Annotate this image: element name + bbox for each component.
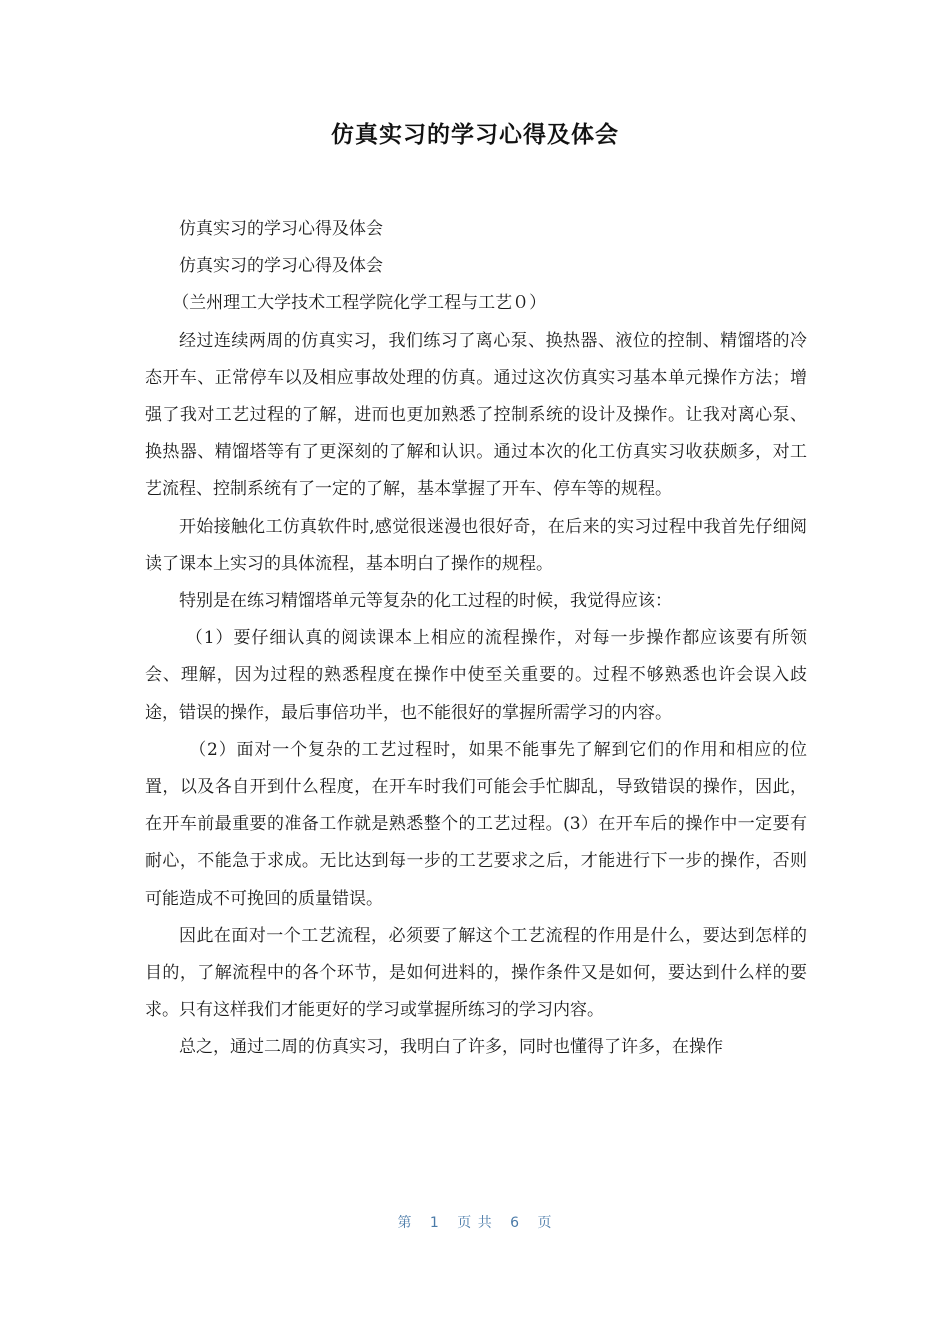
paragraph-point-1: （1）要仔细认真的阅读课本上相应的流程操作，对每一步操作都应该要有所领会、理解，因为过程的熟悉程度在操作中使至关重要的。过程不够熟悉也许会误入歧途，错误的操作，最后事倍功半，也不能很好的掌握所需学习的内容。: [145, 628, 807, 723]
paragraph-conclusion: 总之，通过二周的仿真实习，我明白了许多，同时也懂得了许多，在操作: [179, 1037, 723, 1058]
paragraph-distillation: 特别是在练习精馏塔单元等复杂的化工过程的时候，我觉得应该：: [179, 591, 672, 612]
footer-current-page: 1: [429, 1215, 440, 1231]
paragraph-therefore: 因此在面对一个工艺流程，必须要了解这个工艺流程的作用是什么，要达到怎样的目的，了解流程中的各个环节，是如何进料的，操作条件又是如何，要达到什么样的要求。只有这样我们才能更好的学习或掌握所练习的学习内容。: [145, 925, 807, 1021]
page-footer: [0, 1212, 950, 1232]
paragraph-software: 开始接触化工仿真软件时,感觉很迷漫也很好奇，在后来的实习过程中我首先仔细阅读了课本上实习的具体流程，基本明白了操作的规程。: [145, 516, 807, 574]
paragraph-point-2: （2）面对一个复杂的工艺过程时，如果不能事先了解到它们的作用和相应的位置，以及各自开到什么程度，在开车时我们可能会手忙脚乱，导致错误的操作，因此，在开车前最重要的准备工作就是熟悉整个的工艺过程。(3）在开车后的操作中一定要有耐心，不能急于求成。无比达到每一步的工艺要求之后，才能进行下一步的操作，否则可能造成不可挽回的质量错误。: [145, 739, 807, 909]
document-title: 仿真实习的学习心得及体会: [331, 122, 619, 148]
paragraph-subtitle-1: 仿真实习的学习心得及体会: [179, 219, 383, 239]
footer-label-unit: 页: [537, 1215, 553, 1231]
paragraph-intro: 经过连续两周的仿真实习，我们练习了离心泵、换热器、液位的控制、精馏塔的冷态开车、正常停车以及相应事故处理的仿真。通过这次仿真实习基本单元操作方法；增强了我对工艺过程的了解，进而也更加熟悉了控制系统的设计及操作。让我对离心泵、换热器、精馏塔等有了更深刻的了解和认识。通过本次的化工仿真实习收获颇多，对工艺流程、控制系统有了一定的了解，基本掌握了开车、停车等的规程。: [145, 330, 807, 500]
paragraph-affiliation: （兰州理工大学技术工程学院化学工程与工艺０）: [172, 293, 547, 314]
footer-label-page: 第: [397, 1215, 413, 1231]
paragraph-subtitle-2: 仿真实习的学习心得及体会: [179, 256, 383, 277]
footer-label-of: 页 共: [457, 1215, 493, 1231]
footer-total-pages: 6: [510, 1215, 521, 1231]
document-body: [145, 211, 807, 1067]
